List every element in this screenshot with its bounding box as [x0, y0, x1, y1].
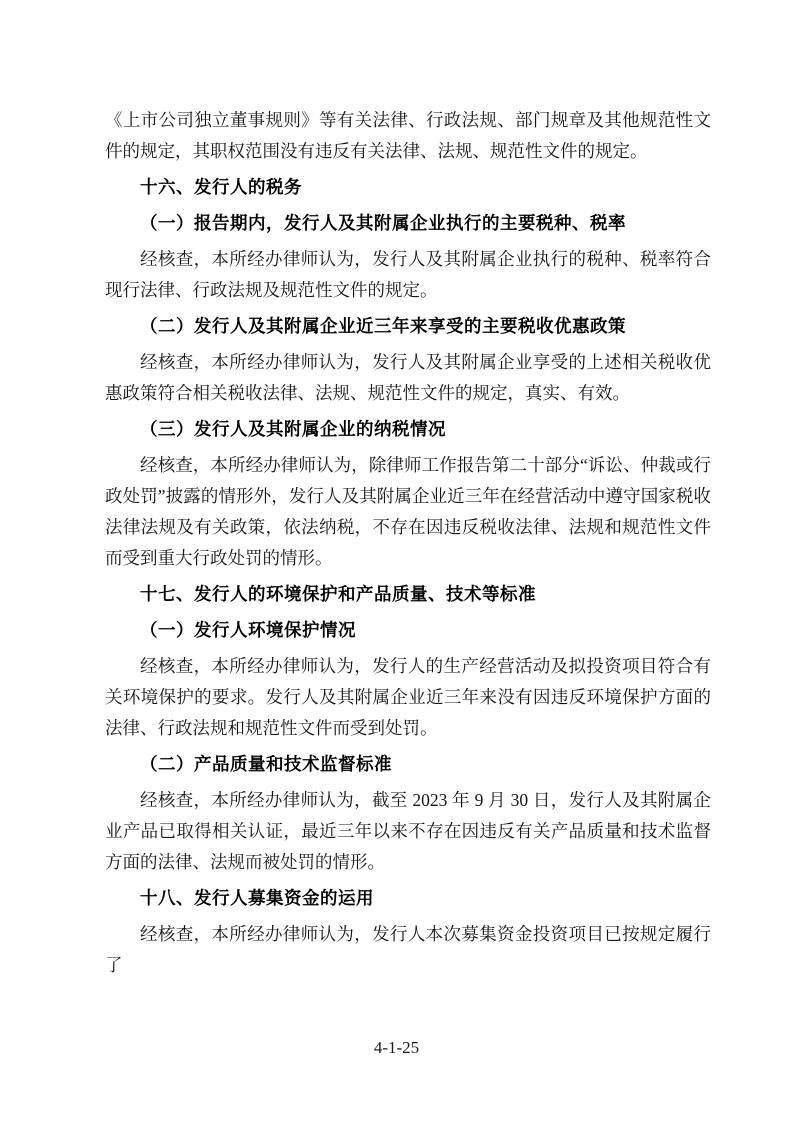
section-heading: 十六、发行人的税务 [140, 177, 302, 197]
paragraph: 经核查，本所经办律师认为，发行人及其附属企业执行的税种、税率符合现行法律、行政法规及规范性文件的规定。 [105, 249, 711, 300]
paragraph: 经核查，本所经办律师认为，发行人本次募集资金投资项目已按规定履行了 [105, 924, 711, 975]
subsection-heading: （二）产品质量和技术监督标准 [140, 754, 392, 774]
paragraph: 经核查，本所经办律师认为，截至 2023 年 9 月 30 日，发行人及其附属企业产品已取得相关认证，最近三年以来不存在因违反有关产品质量和技术监督方面的法律、法规而被处罚的情形。 [105, 790, 711, 872]
paragraph: 经核查，本所经办律师认为，发行人的生产经营活动及拟投资项目符合有关环境保护的要求。发行人及其附属企业近三年来没有因违反环境保护方面的法律、行政法规和规范性文件而受到处罚。 [105, 656, 711, 738]
section-heading: 十八、发行人募集资金的运用 [140, 888, 374, 908]
paragraph: 经核查，本所经办律师认为，除律师工作报告第二十部分“诉讼、仲裁或行政处罚”披露的情形外，发行人及其附属企业近三年在经营活动中遵守国家税收法律法规及有关政策，依法纳税，不存在因违反税收法律、法规和规范性文件而受到重大行政处罚的情形。 [105, 455, 711, 568]
paragraph: 《上市公司独立董事规则》等有关法律、行政法规、部门规章及其他规范性文件的规定，其职权范围没有违反有关法律、法规、规范性文件的规定。 [105, 110, 711, 161]
subsection-heading: （一）发行人环境保护情况 [140, 620, 356, 640]
page-number: 4-1-25 [373, 1038, 420, 1057]
subsection-heading: （一）报告期内，发行人及其附属企业执行的主要税种、税率 [140, 213, 626, 233]
subsection-heading: （三）发行人及其附属企业的纳税情况 [140, 419, 446, 439]
subsection-heading: （二）发行人及其附属企业近三年来享受的主要税收优惠政策 [140, 316, 626, 336]
section-heading: 十七、发行人的环境保护和产品质量、技术等标准 [140, 584, 536, 604]
document-body [105, 100, 711, 986]
paragraph: 经核查，本所经办律师认为，发行人及其附属企业享受的上述相关税收优惠政策符合相关税收法律、法规、规范性文件的规定，真实、有效。 [105, 352, 711, 403]
